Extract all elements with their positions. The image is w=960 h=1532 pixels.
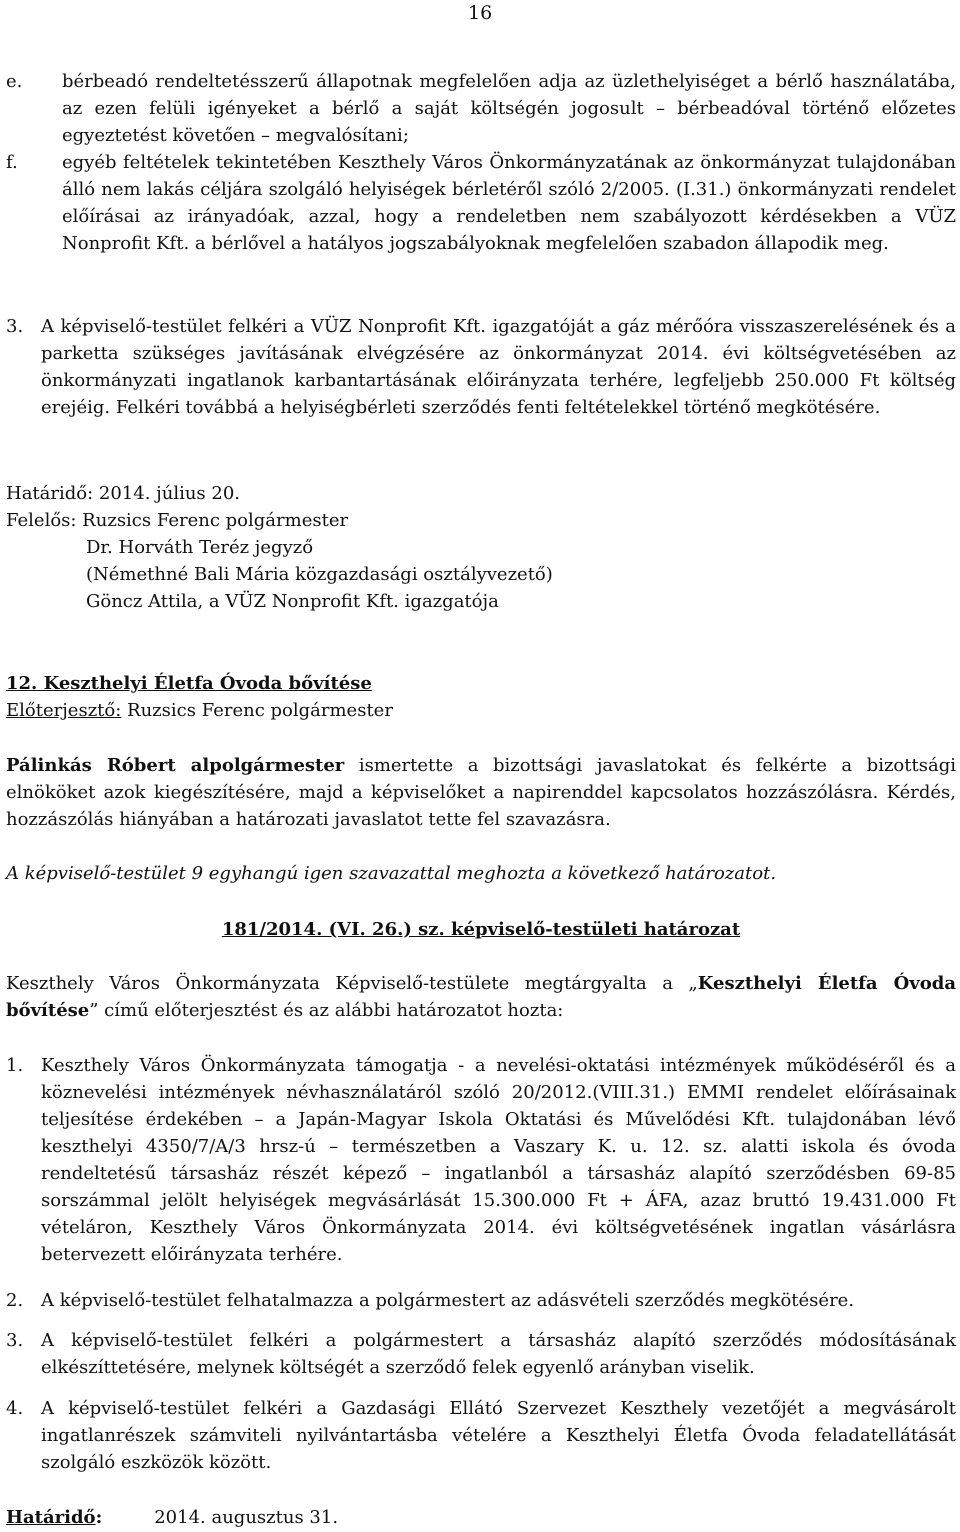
point-3 (6, 313, 956, 421)
list-label: 3. (6, 316, 24, 337)
discussion-paragraph (6, 752, 956, 833)
responsible-line: Göncz Attila, a VÜZ Nonprofit Kft. igazgatója (86, 591, 499, 612)
vote-statement: A képviselő-testület 9 egyhangú igen szavazattal meghozta a következő határozatot. (6, 863, 777, 884)
deadline-label: Határidő (6, 1507, 96, 1528)
paragraph-text: ismertette a bizottsági javaslatokat és felkérte a bizottsági elnököket azok kiegészítésére, majd a képviselőket a napirenddel kapcsolatos hozzászólásra. Kérdés, hozzászólás hiányában a határozati javaslatot tette fel szavazásra. (6, 755, 956, 830)
section-12-header (6, 670, 956, 724)
list-item-text: bérbeadó rendeltetésszerű állapotnak megfelelően adja az üzlethelyiséget a bérlő használatába, az ezen felüli igényeket a bérlő a saját költségén jogosult – bérbeadóval történő előzetes egyeztetést követően – megvalósítani; (62, 71, 956, 146)
resolution-point-3 (6, 1327, 956, 1381)
intro-pre: Keszthely Város Önkormányzata Képviselő-testülete megtárgyalta a „ (6, 973, 698, 994)
list-item-text: A képviselő-testület felkéri a Gazdasági Ellátó Szervezet Keszthely vezetőjét a megvásárolt ingatlanrészek számviteli nyilvántartásba vételére a Keszthelyi Életfa Óvoda feladatellátását szolgáló eszközök között. (41, 1398, 956, 1473)
list-item-text: egyéb feltételek tekintetében Keszthely Város Önkormányzatának az önkormányzat tulajdonában álló nem lakás céljára szolgáló helyiségek bérletéről szóló 2/2005. (I.31.) önkormányzati rendelet előírásai az irányadóak, azzal, hogy a rendeletben nem szabályozott kérdésekben a VÜZ Nonprofit Kft. a bérlővel a hatályos jogszabályoknak megfelelően szabadon állapodik meg. (62, 152, 956, 254)
intro-bold: Keszthelyi Életfa Óvoda bővítése (6, 973, 957, 1021)
deadline-colon: : (95, 1507, 103, 1528)
deadline-block (6, 480, 956, 615)
page-number: 16 (468, 2, 493, 24)
list-item-text: A képviselő-testület felkéri a VÜZ Nonprofit Kft. igazgatóját a gáz mérőóra visszaszerelésének és a parketta szükséges javításának elvégzésére az önkormányzat 2014. évi költségvetésében az önkormányzati ingatlanok karbantartásának előirányzata terhére, legfeljebb 250.000 Ft költség erejéig. Felkéri továbbá a helyiségbérleti szerződés fenti feltételekkel történő megkötésére. (41, 316, 956, 418)
responsible-line: (Némethné Bali Mária közgazdasági osztályvezető) (86, 564, 553, 585)
resolution-point-1 (6, 1052, 956, 1268)
responsible-line: Felelős: Ruzsics Ferenc polgármester (6, 510, 349, 531)
resolution-title-wrap (6, 916, 956, 943)
list-item-text: Keszthely Város Önkormányzata támogatja - a nevelési-oktatási intézmények működéséről és a köznevelési intézmények névhasználatáról szóló 20/2012.(VIII.31.) EMMI rendelet előírásainak teljesítése érdekében – a Japán-Magyar Iskola Oktatási és Művelődési Kft. tulajdonában lévő keszthelyi 4350/7/A/3 hrsz-ú – természetben a Vaszary K. u. 12. sz. alatti iskola és óvoda rendeltetésű társasház részét képező – ingatlanból a társasház alapító szerződésben 69-85 sorszámmal jelölt helyiségek megvásárlását 15.300.000 Ft + ÁFA, azaz bruttó 19.431.000 Ft vételáron, Keszthely Város Önkormányzata 2014. évi költségvetésének ingatlan vásárlásra betervezett előirányzata terhére. (41, 1055, 956, 1265)
resolution-point-4 (6, 1395, 956, 1476)
presenter-name: Ruzsics Ferenc polgármester (121, 700, 393, 721)
list-label: 2. (6, 1290, 24, 1311)
deadline-value: 2014. augusztus 31. (154, 1507, 339, 1528)
presenter-label: Előterjesztő: (6, 700, 122, 721)
list-item-e (6, 68, 956, 149)
resolution-title: 181/2014. (VI. 26.) sz. képviselő-testületi határozat (221, 919, 741, 940)
responsible-line: Dr. Horváth Teréz jegyző (86, 537, 314, 558)
list-label: 3. (6, 1330, 24, 1351)
speaker-name: Pálinkás Róbert alpolgármester (6, 755, 345, 776)
deadline: Határidő: 2014. július 20. (6, 483, 241, 504)
vote-text (6, 860, 956, 887)
resolution-point-2 (6, 1287, 956, 1314)
deadline-2 (6, 1504, 956, 1531)
resolution-intro (6, 970, 956, 1024)
list-item-f (6, 149, 956, 257)
list-label: 4. (6, 1398, 24, 1419)
list-item-text: A képviselő-testület felkéri a polgármestert a társasház alapító szerződés módosításának elkészíttetésére, melynek költségét a szerződő felek egyenlő arányban viselik. (41, 1330, 956, 1378)
intro-post: ” című előterjesztést és az alábbi határozatot hozta: (89, 1000, 564, 1021)
list-item-text: A képviselő-testület felhatalmazza a polgármestert az adásvételi szerződés megkötésére. (41, 1290, 855, 1311)
list-label: e. (6, 71, 23, 92)
section-title: 12. Keszthelyi Életfa Óvoda bővítése (6, 673, 372, 694)
list-label: f. (6, 152, 18, 173)
list-label: 1. (6, 1055, 24, 1076)
